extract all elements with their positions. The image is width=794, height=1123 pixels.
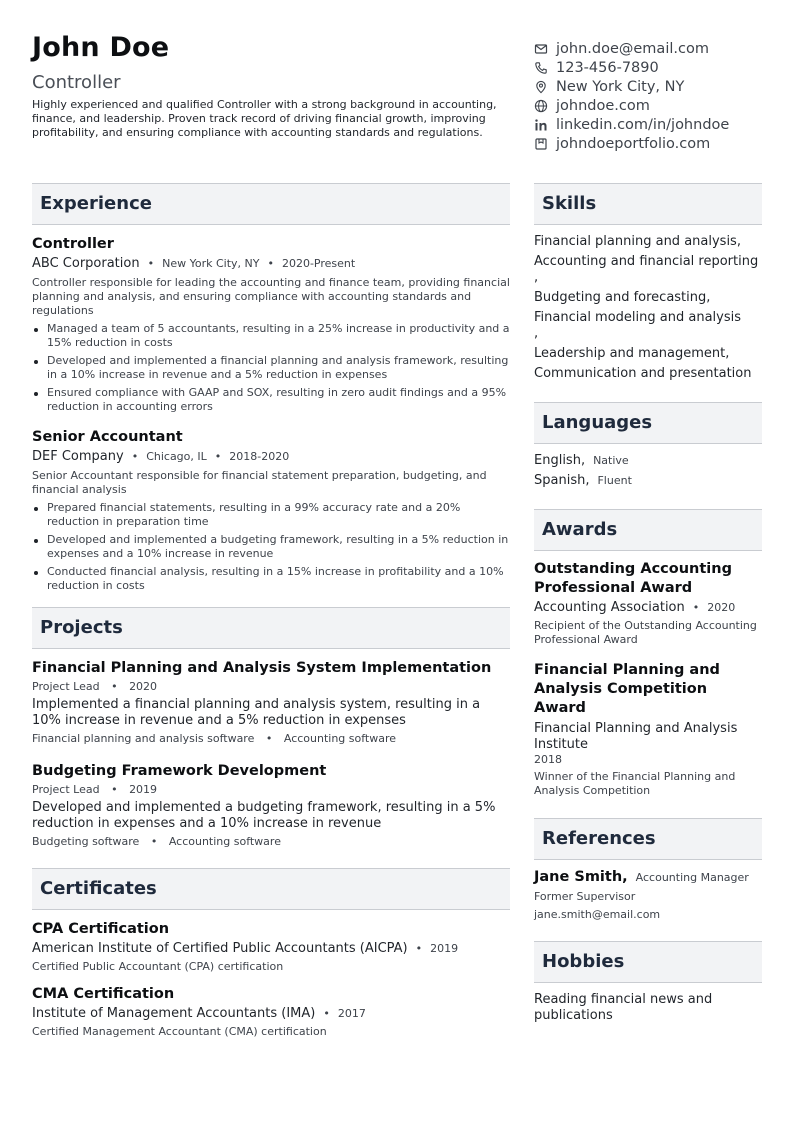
contact-website-text[interactable]: johndoe.com <box>556 97 650 114</box>
awards-heading: Awards <box>534 509 762 551</box>
resume-header <box>32 32 762 162</box>
project-role: Project Lead <box>32 783 100 796</box>
project-tool: Budgeting software <box>32 835 140 848</box>
job-location: Chicago, IL <box>146 450 207 463</box>
job-company: ABC Corporation <box>32 256 140 271</box>
phone-icon <box>534 61 548 75</box>
certificates-heading: Certificates <box>32 868 510 910</box>
contact-website[interactable] <box>534 96 774 115</box>
language-item <box>534 473 762 489</box>
award-title: Outstanding Accounting Professional Award <box>534 561 732 596</box>
job-description: Senior Accountant responsible for financial statement preparation, budgeting, and financial analysis <box>32 469 487 496</box>
separator-dot: • <box>415 942 423 955</box>
linkedin-icon <box>534 118 548 132</box>
certificate-description: Certified Management Accountant (CMA) certification <box>32 1025 327 1038</box>
skill-item: Leadership and management, <box>534 346 730 361</box>
languages-heading: Languages <box>534 402 762 444</box>
left-column <box>32 183 510 1038</box>
award-meta <box>534 600 762 615</box>
project-tool: Financial planning and analysis software <box>32 732 255 745</box>
candidate-name: John Doe <box>32 32 170 63</box>
projects-heading: Projects <box>32 607 510 649</box>
mail-icon <box>534 42 548 56</box>
certificate-item <box>32 985 510 1038</box>
contact-location <box>534 77 774 96</box>
award-year: 2020 <box>707 601 736 614</box>
experience-heading: Experience <box>32 183 510 225</box>
project-description: Implemented a financial planning and analysis system, resulting in a 10% increase in revenue and a 5% reduction in expenses <box>32 697 481 728</box>
contact-linkedin[interactable] <box>534 115 774 134</box>
project-title: Budgeting Framework Development <box>32 763 327 779</box>
project-year: 2020 <box>129 680 158 693</box>
skill-item: , <box>534 326 539 341</box>
skill-item: Accounting and financial reporting <box>534 254 759 269</box>
reference-item <box>534 869 762 921</box>
project-role: Project Lead <box>32 680 100 693</box>
project-year: 2019 <box>129 783 158 796</box>
achievement-item: Developed and implemented a financial planning and analysis framework, resulting in a 10% increase in revenue and a 5% reduction in expenses <box>32 354 510 382</box>
hobby-item: Reading financial news and publications <box>534 992 713 1023</box>
award-item <box>534 661 762 798</box>
references-heading: References <box>534 818 762 860</box>
award-year: 2018 <box>534 753 562 766</box>
separator-dot: • <box>147 257 155 270</box>
skill-item: , <box>534 270 539 285</box>
contact-portfolio[interactable] <box>534 134 774 153</box>
job-description: Controller responsible for leading the accounting and finance team, providing financial planning and analysis, and ensuring compliance with accounting standards and regulations <box>32 276 510 317</box>
award-org: Financial Planning and Analysis Institute <box>534 721 738 752</box>
project-item <box>32 762 510 848</box>
separator-dot: • <box>111 680 118 693</box>
award-title: Financial Planning and Analysis Competition Award <box>534 662 720 716</box>
skill-item: Financial planning and analysis, <box>534 234 741 249</box>
separator-dot: • <box>265 732 273 745</box>
award-description: Recipient of the Outstanding Accounting Professional Award <box>534 619 757 646</box>
reference-email[interactable]: jane.smith@email.com <box>534 908 661 921</box>
language-level: Fluent <box>597 474 632 487</box>
reference-role: Accounting Manager <box>635 871 749 884</box>
skills-heading: Skills <box>534 183 762 225</box>
language-name: Spanish, <box>534 473 590 488</box>
skill-item: Communication and presentation <box>534 366 752 381</box>
job-meta <box>32 256 510 271</box>
contact-portfolio-text[interactable]: johndoeportfolio.com <box>556 135 711 152</box>
job-title: Controller <box>32 236 114 252</box>
contact-linkedin-text[interactable]: linkedin.com/in/johndoe <box>556 116 730 133</box>
separator-dot: • <box>150 835 158 848</box>
contact-email[interactable] <box>534 39 774 58</box>
language-item <box>534 453 762 469</box>
skill-item: Financial modeling and analysis <box>534 310 741 325</box>
achievement-item: Ensured compliance with GAAP and SOX, resulting in zero audit findings and a 95% reduction in accounting errors <box>32 386 510 414</box>
certificate-title: CMA Certification <box>32 986 175 1002</box>
portfolio-icon <box>534 137 548 151</box>
achievement-item: Conducted financial analysis, resulting in a 15% increase in profitability and a 10% reduction in costs <box>32 565 510 593</box>
award-description: Winner of the Financial Planning and Analysis Competition <box>534 770 736 797</box>
hobbies-heading: Hobbies <box>534 941 762 983</box>
right-column <box>534 183 762 1024</box>
project-meta <box>32 680 510 693</box>
skill-item: Budgeting and forecasting, <box>534 290 711 305</box>
award-org: Accounting Association <box>534 600 685 615</box>
job-dates: 2018-2020 <box>229 450 290 463</box>
map-pin-icon <box>534 80 548 94</box>
job-dates: 2020-Present <box>281 257 356 270</box>
experience-item <box>32 428 510 593</box>
contact-phone[interactable] <box>534 58 774 77</box>
certificate-description: Certified Public Accountant (CPA) certification <box>32 960 284 973</box>
achievement-item: Managed a team of 5 accountants, resulting in a 25% increase in productivity and a 15% reduction in costs <box>32 322 510 350</box>
contact-location-text: New York City, NY <box>556 78 685 95</box>
job-company: DEF Company <box>32 449 124 464</box>
reference-name: Jane Smith, <box>534 869 628 885</box>
certificate-issuer: American Institute of Certified Public Accountants (AICPA) <box>32 941 408 956</box>
job-achievements <box>32 501 510 593</box>
separator-dot: • <box>692 601 700 614</box>
project-tool: Accounting software <box>283 732 397 745</box>
project-item <box>32 659 510 745</box>
reference-header <box>534 869 762 885</box>
separator-dot: • <box>131 450 139 463</box>
certificate-meta <box>32 1006 510 1021</box>
globe-icon <box>534 99 548 113</box>
contact-list <box>534 39 774 153</box>
project-description: Developed and implemented a budgeting framework, resulting in a 5% reduction in expenses and a 10% increase in revenue <box>32 800 496 831</box>
job-location: New York City, NY <box>162 257 260 270</box>
candidate-title: Controller <box>32 72 121 93</box>
project-meta <box>32 783 510 796</box>
contact-email-text[interactable]: john.doe@email.com <box>556 40 709 57</box>
contact-phone-text: 123-456-7890 <box>556 59 659 76</box>
separator-dot: • <box>111 783 118 796</box>
separator-dot: • <box>267 257 274 270</box>
certificate-item <box>32 920 510 973</box>
language-name: English, <box>534 453 586 468</box>
certificate-year: 2017 <box>337 1007 366 1020</box>
certificate-title: CPA Certification <box>32 921 170 937</box>
certificate-issuer: Institute of Management Accountants (IMA) <box>32 1006 316 1021</box>
project-title: Financial Planning and Analysis System Implementation <box>32 660 492 676</box>
separator-dot: • <box>323 1007 330 1020</box>
experience-item <box>32 235 510 414</box>
job-title: Senior Accountant <box>32 429 183 445</box>
certificate-year: 2019 <box>430 942 459 955</box>
reference-relation: Former Supervisor <box>534 890 636 903</box>
project-tool: Accounting software <box>168 835 281 848</box>
skills-list <box>534 234 762 382</box>
certificate-meta <box>32 941 510 956</box>
job-meta <box>32 449 510 464</box>
profile-summary: Highly experienced and qualified Controller with a strong background in accounting, finance, and leadership. Proven track record of driving financial growth, improving profitability, and ensuring compliance with accounting standards and regulations. <box>32 98 497 139</box>
achievement-item: Developed and implemented a budgeting framework, resulting in a 5% reduction in expenses and a 10% increase in revenue <box>32 533 510 561</box>
achievement-item: Prepared financial statements, resulting in a 99% accuracy rate and a 20% reduction in preparation time <box>32 501 510 529</box>
project-tools <box>32 732 510 745</box>
award-item <box>534 560 762 647</box>
separator-dot: • <box>214 450 222 463</box>
project-tools <box>32 835 510 848</box>
language-level: Native <box>593 454 629 467</box>
languages-list <box>534 453 762 489</box>
job-achievements <box>32 322 510 414</box>
